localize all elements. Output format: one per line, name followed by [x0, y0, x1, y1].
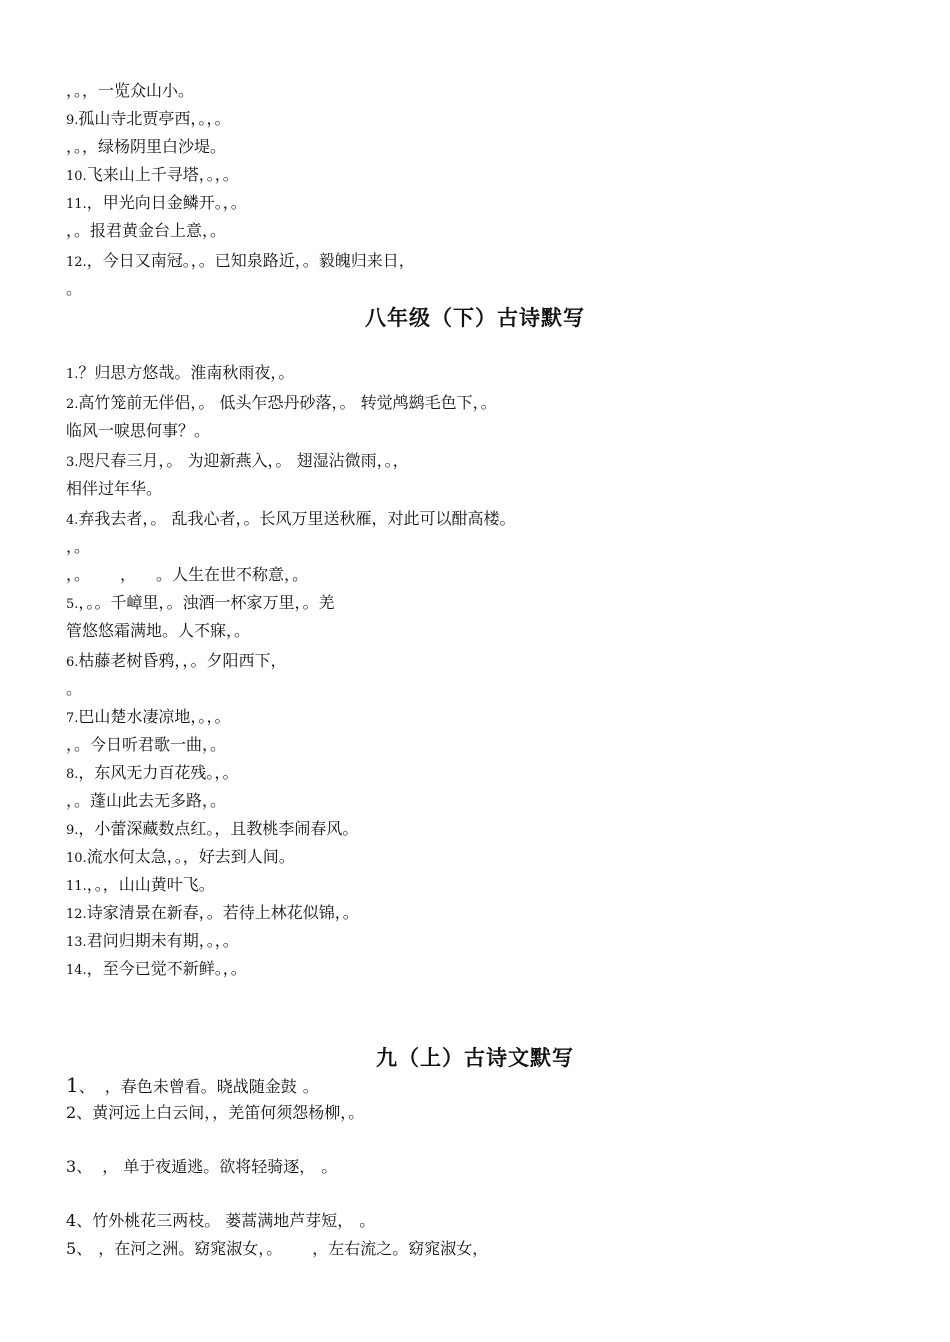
- s2-q7-line1: 7.巴山楚水凄凉地，。，。: [66, 707, 231, 726]
- s2-q2-line1: 2.高竹笼前无伴侣，。 低头乍恐丹砂落，。 转觉鸬鹚毛色下，。: [66, 393, 497, 412]
- s2-q8-line1: 8.，东风无力百花残。，。: [66, 763, 239, 782]
- s2-q2-line2: 临风一唳思何事？。: [66, 421, 211, 440]
- top-line-3: ，。，绿杨阴里白沙堤。: [66, 137, 227, 156]
- s2-q14: 14.，至今已觉不新鲜。，。: [66, 959, 247, 978]
- s3-q5: 5、 ，在河之洲。窈窕淑女，。 ，左右流之。窈窕淑女，: [66, 1239, 489, 1258]
- s3-q4: 4、竹外桃花三两枝。 蒌蒿满地芦芽短， 。: [66, 1211, 376, 1230]
- s2-q4-line1: 4.弃我去者，。 乱我心者，。长风万里送秋雁，对此可以酣高楼。: [66, 509, 516, 528]
- s2-q10: 10.流水何太急，。，好去到人间。: [66, 847, 295, 866]
- top-line-6: ，。报君黄金台上意，。: [66, 221, 227, 240]
- top-line-1: ，。，一览众山小。: [66, 81, 195, 100]
- top-line-8: 。: [66, 279, 83, 298]
- s2-q3-line2: 相伴过年华。: [66, 479, 163, 498]
- s3-q3: 3、 ， 单于夜遁逃。欲将轻骑逐， 。: [66, 1157, 338, 1176]
- s2-q9: 9.，小蕾深藏数点红。，且教桃李闹春风。: [66, 819, 359, 838]
- top-line-4: 10.飞来山上千寻塔，。，。: [66, 165, 239, 184]
- s2-q13: 13.君问归期未有期，。，。: [66, 931, 239, 950]
- s2-q12: 12.诗家清景在新春，。若待上林花似锦，。: [66, 903, 359, 922]
- s2-q6-line1: 6.枯藤老树昏鸦，，。夕阳西下，: [66, 651, 287, 670]
- s2-q11: 11.，。，山山黄叶飞。: [66, 875, 215, 894]
- s2-q8-line2: ，。蓬山此去无多路，。: [66, 791, 227, 810]
- s3-q1: 1、 ，春色未曾看。晓战随金鼓 。: [66, 1073, 319, 1097]
- section-title-grade8-lower: 八年级（下）古诗默写: [365, 305, 585, 330]
- s3-q2: 2、黄河远上白云间，，羌笛何须怨杨柳，。: [66, 1103, 365, 1122]
- section-title-grade9-upper: 九（上）古诗文默写: [376, 1045, 574, 1070]
- s2-q4-line3: ，。 ， 。人生在世不称意，。: [66, 565, 309, 584]
- top-line-2: 9.孤山寺北贾亭西，。，。: [66, 109, 231, 128]
- s2-q7-line2: ，。今日听君歌一曲，。: [66, 735, 227, 754]
- s2-q3-line1: 3.咫尺春三月，。 为迎新燕入，。 翅湿沾微雨，。，: [66, 451, 409, 470]
- top-line-5: 11.，甲光向日金鳞开。，。: [66, 193, 247, 212]
- top-line-7: 12.，今日又南冠。，。已知泉路近，。毅魄归来日，: [66, 251, 415, 270]
- s2-q5-line2: 管悠悠霜满地。人不寐，。: [66, 621, 251, 640]
- s2-q1: 1.？归思方悠哉。淮南秋雨夜，。: [66, 363, 295, 382]
- s2-q5-line1: 5.，。。千嶂里，。浊酒一杯家万里，。羌: [66, 593, 335, 612]
- s2-q6-line2: 。: [66, 679, 83, 698]
- s2-q4-line2: ，。: [66, 537, 91, 556]
